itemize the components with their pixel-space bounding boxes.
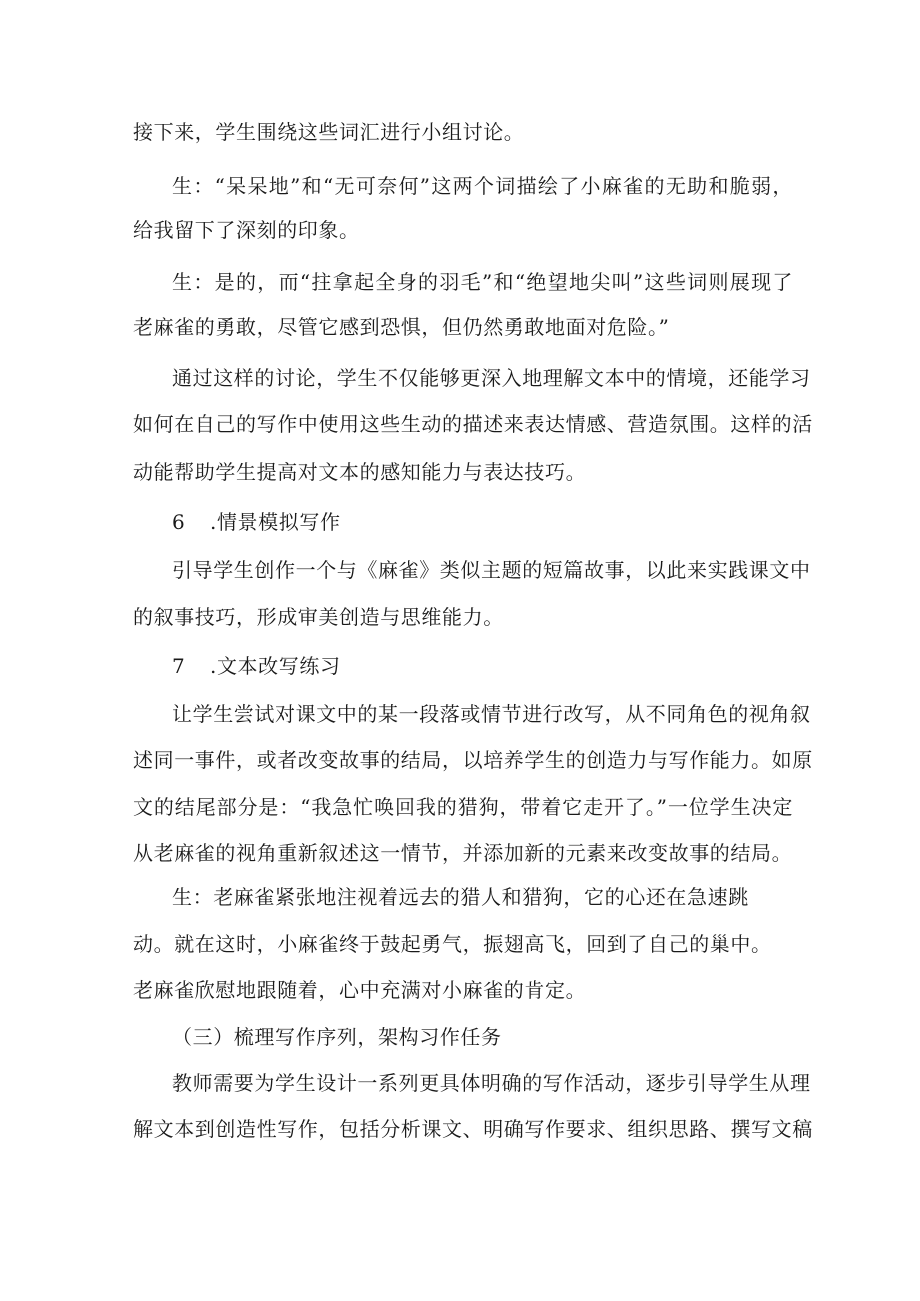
- paragraph-line: 引导学生创作一个与《麻雀》类似主题的短篇故事，以此来实践课文中: [172, 558, 811, 582]
- paragraph-line: 述同一事件，或者改变故事的结局，以培养学生的创造力与写作能力。如原: [133, 748, 813, 772]
- paragraph-line: 让学生尝试对课文中的某一段落或情节进行改写，从不同角色的视角叙: [172, 702, 811, 726]
- paragraph-line: 老麻雀的勇敢，尽管它感到恐惧，但仍然勇敢地面对危险。”: [133, 315, 670, 339]
- paragraph-line: 动。就在这时，小麻雀终于鼓起勇气，振翅高飞，回到了自己的巢中。: [133, 932, 772, 956]
- paragraph-line: 从老麻雀的视角重新叙述这一情节，并添加新的元素来改变故事的结局。: [133, 841, 793, 865]
- paragraph-line: 如何在自己的写作中使用这些生动的描述来表达情感、营造氛围。这样的活: [133, 412, 813, 436]
- paragraph-line: 老麻雀欣慰地跟随着，心中充满对小麻雀的肯定。: [133, 978, 587, 1002]
- list-item-number: 6: [172, 510, 186, 534]
- paragraph-line: 给我留下了深刻的印象。: [133, 218, 360, 242]
- list-item-heading: [172, 510, 341, 534]
- paragraph-line: 生：“呆呆地”和“无可奈何”这两个词描绘了小麻雀的无助和脆弱，: [172, 174, 793, 198]
- list-item-heading: [172, 654, 341, 678]
- paragraph-line: 动能帮助学生提高对文本的感知能力与表达技巧。: [133, 460, 587, 484]
- list-item-title: .情景模拟写作: [210, 510, 341, 534]
- paragraph-line: 接下来，学生围绕这些词汇进行小组讨论。: [133, 120, 525, 144]
- paragraph-line: 解文本到创造性写作，包括分析课文、明确写作要求、组织思路、撰写文稿: [133, 1117, 813, 1141]
- paragraph-line: 生：是的，而“拄拿起全身的羽毛”和“绝望地尖叫”这些词则展现了: [172, 270, 793, 294]
- paragraph-line: 生：老麻雀紧张地注视着远去的猎人和猎狗，它的心还在急速跳: [172, 885, 749, 909]
- list-item-number: 7: [172, 654, 186, 678]
- paragraph-line: 的叙事技巧，形成审美创造与思维能力。: [133, 605, 504, 629]
- paragraph-line: 文的结尾部分是：“我急忙唤回我的猎狗，带着它走开了。”一位学生决定: [133, 795, 793, 819]
- list-item-title: .文本改写练习: [210, 654, 341, 678]
- paragraph-line: 教师需要为学生设计一系列更具体明确的写作活动，逐步引导学生从理: [172, 1071, 811, 1095]
- section-heading: （三）梳理写作序列，架构习作任务: [172, 1025, 502, 1049]
- paragraph-line: 通过这样的讨论，学生不仅能够更深入地理解文本中的情境，还能学习: [172, 366, 811, 390]
